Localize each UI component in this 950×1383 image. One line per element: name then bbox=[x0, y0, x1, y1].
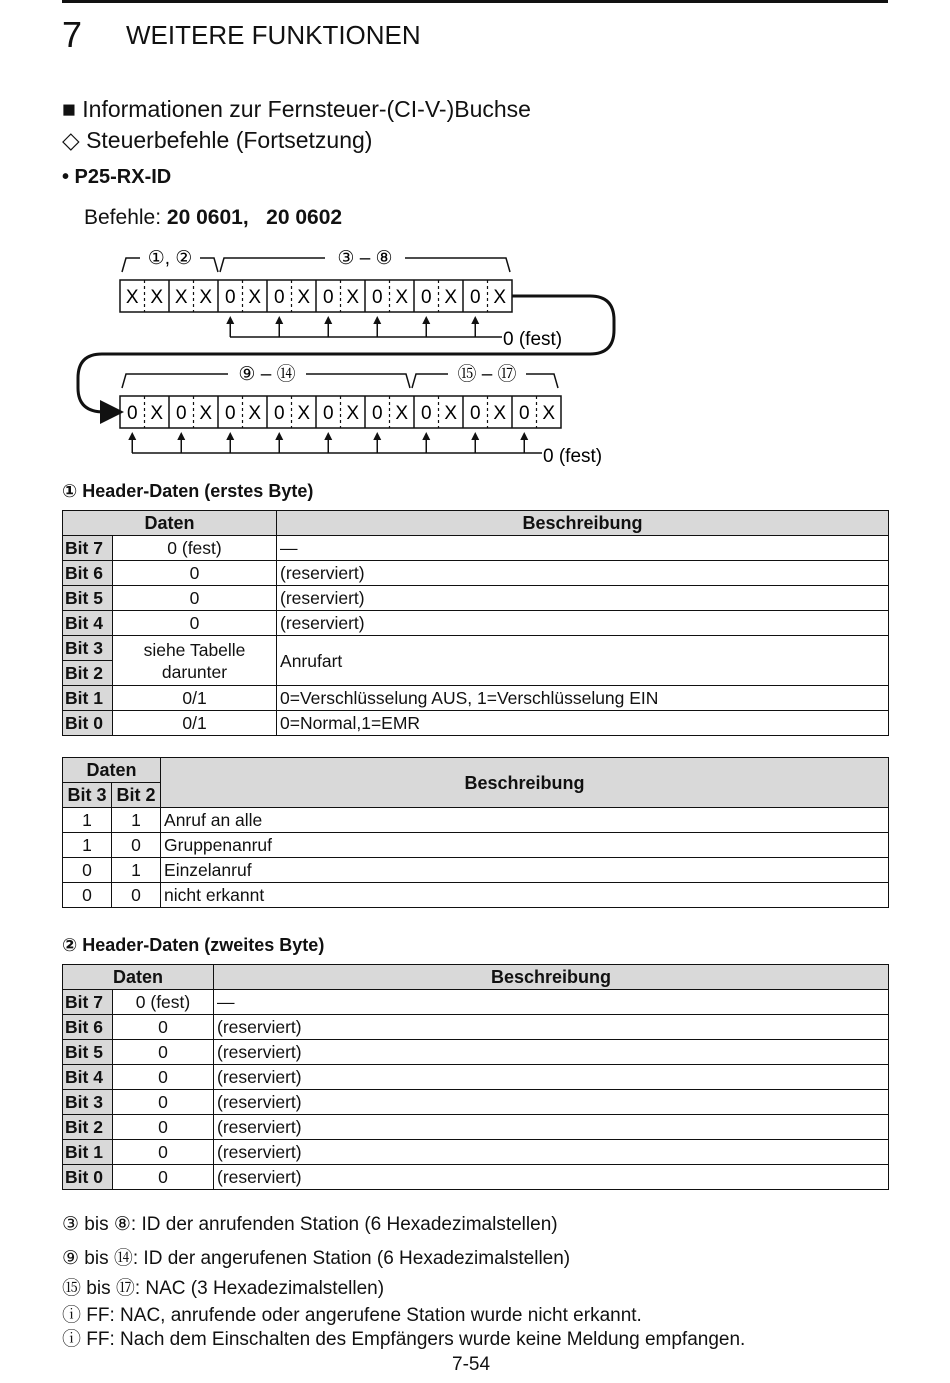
header-byte1-table bbox=[62, 510, 889, 736]
call-type-desc: nicht erkannt bbox=[161, 883, 889, 908]
bit-desc: (reserviert) bbox=[214, 1015, 889, 1040]
arrow-head bbox=[324, 316, 332, 324]
arrow-head bbox=[471, 316, 479, 324]
table-row bbox=[63, 1115, 889, 1140]
bit-label: Bit 0 bbox=[63, 711, 113, 736]
table-row bbox=[63, 586, 889, 611]
call-type-desc: Anruf an alle bbox=[161, 808, 889, 833]
bit-label: Bit 2 bbox=[63, 661, 113, 686]
col-header-daten: Daten bbox=[63, 965, 214, 990]
byte-digit: X bbox=[493, 287, 507, 308]
row1-group-b-label: ③ – ⑧ bbox=[337, 248, 393, 269]
subsection-title: ◇ Steuerbefehle (Fortsetzung) bbox=[62, 127, 373, 153]
byte-digit: 0 bbox=[224, 403, 236, 424]
bit-value: 0 bbox=[113, 1015, 214, 1040]
bit-label: Bit 7 bbox=[63, 990, 113, 1015]
bit-value: 0 bbox=[113, 1115, 214, 1140]
bit-label: Bit 2 bbox=[63, 1115, 113, 1140]
bit-desc: 0=Verschlüsselung AUS, 1=Verschlüsselung EIN bbox=[277, 686, 889, 711]
byte-digit: 0 bbox=[518, 403, 530, 424]
command-codes: 20 0601, 20 0602 bbox=[166, 206, 343, 229]
col-header-bit2: Bit 2 bbox=[112, 783, 161, 808]
arrow-head bbox=[275, 432, 283, 440]
byte-digit: X bbox=[297, 287, 311, 308]
byte-digit: X bbox=[199, 287, 213, 308]
bit3-value: 0 bbox=[63, 883, 112, 908]
bit-label: Bit 7 bbox=[63, 536, 113, 561]
note-ff-not-detected: ⓘ FF: NAC, anrufende oder angerufene Station wurde nicht erkannt. bbox=[62, 1305, 642, 1326]
byte-digit: 0 bbox=[273, 403, 285, 424]
call-type-desc: Gruppenanruf bbox=[161, 833, 889, 858]
byte-digit: X bbox=[150, 287, 164, 308]
table-row bbox=[63, 858, 889, 883]
note-called-id: ⑨ bis ⑭: ID der angerufenen Station (6 Hexadezimalstellen) bbox=[62, 1248, 571, 1269]
bit-desc: (reserviert) bbox=[214, 1065, 889, 1090]
bit-label: Bit 0 bbox=[63, 1165, 113, 1190]
col-header-daten: Daten bbox=[63, 511, 277, 536]
bit-value: 0 bbox=[113, 1090, 214, 1115]
byte-digit: 0 bbox=[420, 403, 432, 424]
note-caller-id: ③ bis ⑧: ID der anrufenden Station (6 Hexadezimalstellen) bbox=[62, 1214, 558, 1235]
bit2-value: 0 bbox=[112, 883, 161, 908]
note-nac: ⑮ bis ⑰: NAC (3 Hexadezimalstellen) bbox=[62, 1278, 385, 1299]
bit-label: Bit 3 bbox=[63, 1090, 113, 1115]
byte-digit: 0 bbox=[469, 403, 481, 424]
bit-label: Bit 5 bbox=[63, 1040, 113, 1065]
bit-label: Bit 6 bbox=[63, 561, 113, 586]
byte-digit: X bbox=[125, 287, 139, 308]
table-row bbox=[63, 990, 889, 1015]
header-byte2-table bbox=[62, 964, 889, 1190]
bit-value: 0 bbox=[113, 586, 277, 611]
bit3-value: 0 bbox=[63, 858, 112, 883]
bit2-value: 1 bbox=[112, 808, 161, 833]
byte-digit: 0 bbox=[469, 287, 481, 308]
arrow-head bbox=[128, 432, 136, 440]
byte-digit: X bbox=[444, 287, 458, 308]
byte-digit: 0 bbox=[126, 403, 138, 424]
bit-desc: (reserviert) bbox=[214, 1140, 889, 1165]
byte-digit: X bbox=[346, 287, 360, 308]
header-rule bbox=[62, 0, 888, 3]
byte-digit: 0 bbox=[224, 287, 236, 308]
row2-group-a-label: ⑨ – ⑭ bbox=[238, 364, 296, 385]
bit-value: 0 bbox=[113, 1165, 214, 1190]
table-row bbox=[63, 808, 889, 833]
bit-value: 0/1 bbox=[113, 686, 277, 711]
bit-desc: (reserviert) bbox=[277, 586, 889, 611]
byte-digit: 0 bbox=[371, 403, 383, 424]
col-header-bit3: Bit 3 bbox=[63, 783, 112, 808]
bit-label: Bit 3 bbox=[63, 636, 113, 661]
byte-digit: X bbox=[493, 403, 507, 424]
table1-caption: ① Header-Daten (erstes Byte) bbox=[62, 481, 314, 501]
table-row bbox=[63, 536, 889, 561]
bit-desc: (reserviert) bbox=[277, 561, 889, 586]
bit-desc: (reserviert) bbox=[214, 1165, 889, 1190]
col-header-beschreibung: Beschreibung bbox=[214, 965, 889, 990]
table-row bbox=[63, 833, 889, 858]
bit-value: 0 bbox=[113, 1065, 214, 1090]
table-row bbox=[63, 1065, 889, 1090]
bit2-value: 1 bbox=[112, 858, 161, 883]
bit-value: 0 (fest) bbox=[113, 536, 277, 561]
row2-group-b-label: ⑮ – ⑰ bbox=[457, 364, 517, 385]
table-row bbox=[63, 883, 889, 908]
section-title: ■ Informationen zur Fernsteuer-(CI-V-)Buchse bbox=[62, 96, 531, 122]
bit-label: Bit 1 bbox=[63, 1140, 113, 1165]
bit3-value: 1 bbox=[63, 808, 112, 833]
byte-digit: X bbox=[199, 403, 213, 424]
arrow-head bbox=[226, 316, 234, 324]
byte-digit: X bbox=[542, 403, 556, 424]
bit-desc: — bbox=[277, 536, 889, 561]
bit-value: 0 bbox=[113, 611, 277, 636]
byte-digit: 0 bbox=[175, 403, 187, 424]
call-type-desc: Einzelanruf bbox=[161, 858, 889, 883]
bit-desc: (reserviert) bbox=[214, 1115, 889, 1140]
byte-digit: X bbox=[444, 403, 458, 424]
arrow-head bbox=[520, 432, 528, 440]
arrow-head bbox=[275, 316, 283, 324]
bit-label: Bit 6 bbox=[63, 1015, 113, 1040]
bit3-value: 1 bbox=[63, 833, 112, 858]
bit-desc: (reserviert) bbox=[277, 611, 889, 636]
bit-desc: — bbox=[214, 990, 889, 1015]
bit-value: 0/1 bbox=[113, 711, 277, 736]
row2-fixed-label: 0 (fest) bbox=[543, 446, 603, 467]
col-header-beschreibung: Beschreibung bbox=[277, 511, 889, 536]
table-row bbox=[63, 636, 889, 661]
arrow-head bbox=[177, 432, 185, 440]
row1-fixed-label: 0 (fest) bbox=[503, 329, 563, 350]
byte-digit: 0 bbox=[273, 287, 285, 308]
command-label: Befehle: bbox=[84, 206, 162, 229]
arrow-head bbox=[373, 432, 381, 440]
col-header-daten: Daten bbox=[63, 758, 161, 783]
bit-desc: Anrufart bbox=[277, 636, 889, 686]
item-title: • P25-RX-ID bbox=[62, 166, 172, 188]
bit-value: 0 bbox=[113, 561, 277, 586]
table-row bbox=[63, 1140, 889, 1165]
byte-digit: X bbox=[174, 287, 188, 308]
arrow-head bbox=[422, 316, 430, 324]
bit-label: Bit 1 bbox=[63, 686, 113, 711]
byte-digit: X bbox=[150, 403, 164, 424]
bit-label: Bit 4 bbox=[63, 1065, 113, 1090]
table-row bbox=[63, 686, 889, 711]
table-row bbox=[63, 1015, 889, 1040]
byte-digit: X bbox=[248, 403, 262, 424]
table3-caption: ② Header-Daten (zweites Byte) bbox=[62, 935, 325, 955]
bit-desc: 0=Normal,1=EMR bbox=[277, 711, 889, 736]
arrow-head bbox=[226, 432, 234, 440]
bit-value: 0 (fest) bbox=[113, 990, 214, 1015]
bit-value: 0 bbox=[113, 1140, 214, 1165]
command-line bbox=[84, 206, 342, 230]
byte-digit: X bbox=[395, 287, 409, 308]
byte-digit: X bbox=[297, 403, 311, 424]
table-row bbox=[63, 1165, 889, 1190]
byte-digit: 0 bbox=[371, 287, 383, 308]
byte-format-diagram bbox=[0, 240, 950, 470]
byte-digit: 0 bbox=[322, 287, 334, 308]
bit-desc: (reserviert) bbox=[214, 1090, 889, 1115]
row2-cells bbox=[127, 396, 555, 428]
chapter-number: 7 bbox=[62, 14, 83, 55]
table-row bbox=[63, 611, 889, 636]
page-number: 7-54 bbox=[452, 1354, 491, 1375]
note-ff-no-message: ⓘ FF: Nach dem Einschalten des Empfängers wurde keine Meldung empfangen. bbox=[62, 1329, 746, 1350]
row1-cells bbox=[126, 280, 507, 312]
byte-digit: 0 bbox=[322, 403, 334, 424]
row1-group-a-label: ①, ② bbox=[147, 248, 193, 269]
arrow-head bbox=[422, 432, 430, 440]
arrow-head bbox=[373, 316, 381, 324]
byte-digit: 0 bbox=[420, 287, 432, 308]
byte-digit: X bbox=[346, 403, 360, 424]
byte-digit: X bbox=[248, 287, 262, 308]
table-row bbox=[63, 711, 889, 736]
chapter-title: WEITERE FUNKTIONEN bbox=[126, 20, 421, 50]
arrow-head bbox=[324, 432, 332, 440]
bit-desc: (reserviert) bbox=[214, 1040, 889, 1065]
table-row bbox=[63, 1090, 889, 1115]
bit-value: 0 bbox=[113, 1040, 214, 1065]
col-header-beschreibung: Beschreibung bbox=[161, 758, 889, 808]
call-type-table bbox=[62, 757, 889, 908]
byte-digit: X bbox=[395, 403, 409, 424]
bit2-value: 0 bbox=[112, 833, 161, 858]
table-row bbox=[63, 561, 889, 586]
arrow-head bbox=[471, 432, 479, 440]
table-row bbox=[63, 1040, 889, 1065]
bit-value: siehe Tabelle darunter bbox=[113, 636, 277, 686]
bit-label: Bit 4 bbox=[63, 611, 113, 636]
bit-label: Bit 5 bbox=[63, 586, 113, 611]
